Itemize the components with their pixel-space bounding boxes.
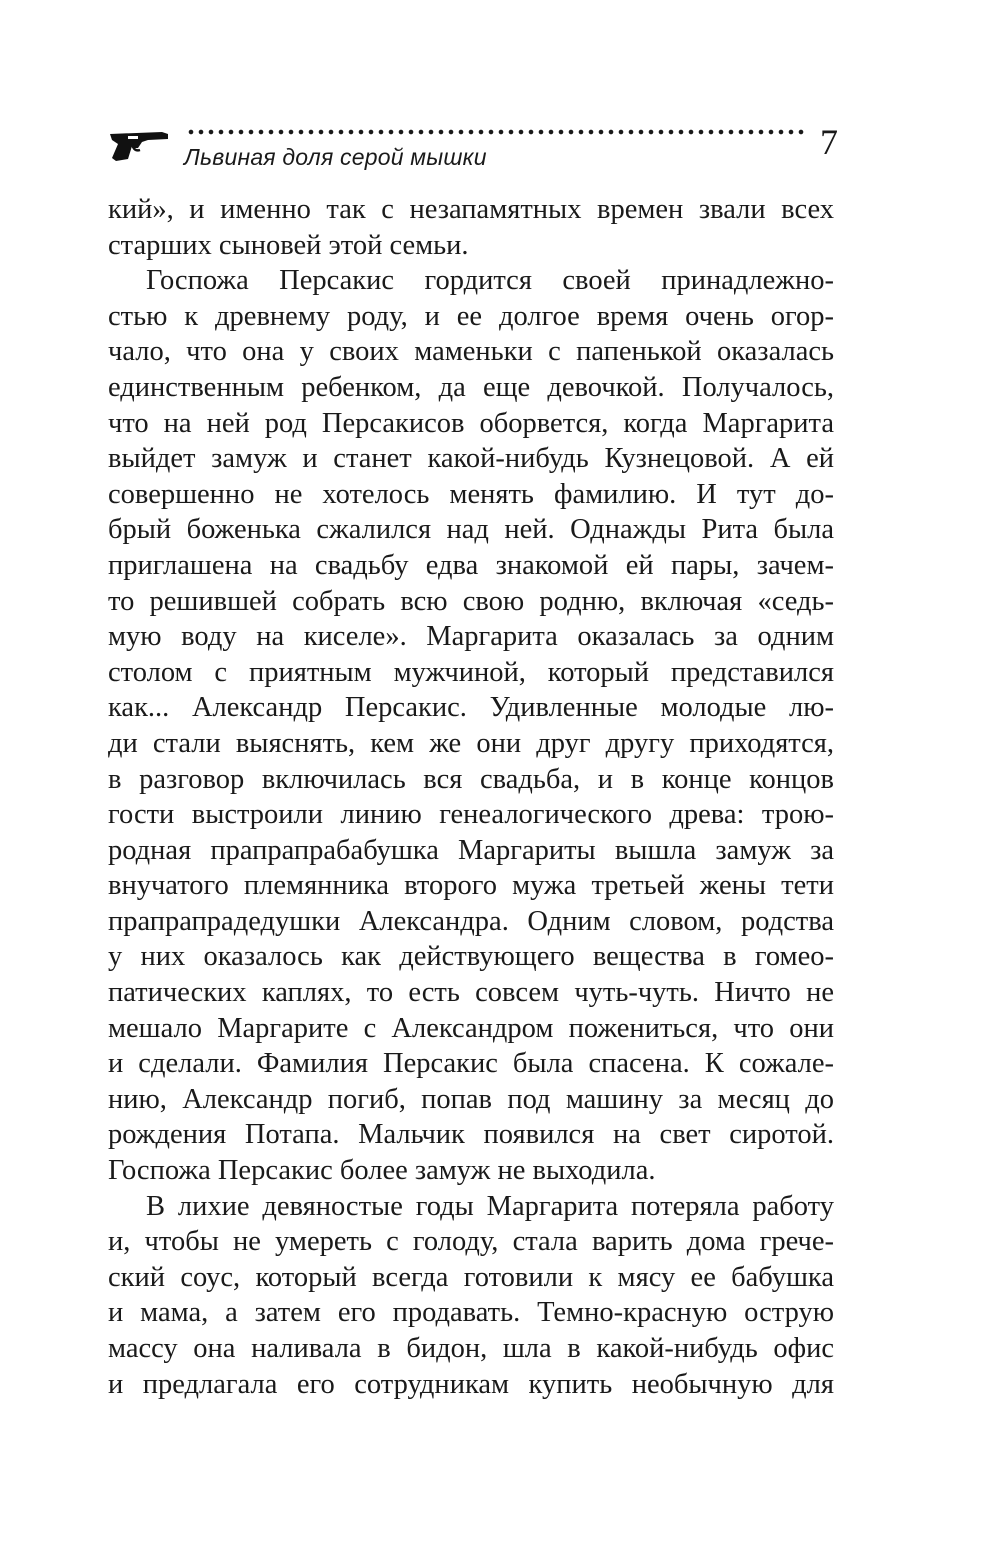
text-line: прапрапрадедушки Александра. Одним словом, родства (108, 905, 834, 937)
text-line: мешало Маргарите с Александром пожениться, что они (108, 1012, 834, 1044)
text-line: В лихие девяностые годы Маргарита потеряла работу (146, 1190, 834, 1222)
text-line: нию, Александр погиб, попав под машину за месяц до (108, 1083, 834, 1115)
text-line: старших сыновей этой семьи. (108, 229, 469, 261)
text-line: стью к древнему роду, и ее долгое время очень огор- (108, 300, 834, 332)
text-line: ди стали выяснять, кем же они друг другу приходятся, (108, 727, 834, 759)
text-line: родная прапрапрабабушка Маргариты вышла замуж за (108, 834, 834, 866)
text-line: гости выстроили линию генеалогического древа: трою- (108, 799, 834, 831)
text-line: совершенно не хотелось менять фамилию. И тут до- (108, 478, 834, 510)
body-text (108, 192, 834, 1402)
text-line: и предлагала его сотрудникам купить необычную для (108, 1368, 834, 1400)
text-line: единственным ребенком, да еще девочкой. Получалось, (108, 371, 834, 403)
text-line: как... Александр Персакис. Удивленные молодые лю- (108, 692, 834, 724)
text-line: чало, что она у своих маменьки с папенькой оказалась (108, 336, 834, 368)
text-line: столом с приятным мужчиной, который представился (108, 656, 834, 688)
running-header (108, 118, 838, 178)
text-line: и мама, а затем его продавать. Темно-красную острую (108, 1297, 834, 1329)
text-line: то решившей собрать всю свою родню, включая «седь- (108, 585, 834, 617)
text-line: патических каплях, то есть совсем чуть-чуть. Ничто не (108, 977, 834, 1009)
text-line: мую воду на киселе». Маргарита оказалась за одним (108, 621, 834, 653)
running-title: Львиная доля серой мышки (184, 144, 487, 170)
revolver-icon (108, 128, 172, 162)
text-line: ский соус, который всегда готовили к мясу ее бабушка (108, 1261, 834, 1293)
text-line: что на ней род Персакисов оборвется, когда Маргарита (108, 407, 834, 439)
text-line: Госпожа Персакис гордится своей принадлежно- (146, 265, 834, 297)
page-number: 7 (820, 122, 838, 162)
text-line: внучатого племянника второго мужа третьей жены тети (108, 870, 834, 902)
text-line: приглашена на свадьбу едва знакомой ей пары, зачем- (108, 549, 834, 581)
dotted-rule (186, 128, 804, 136)
text-line: кий», и именно так с незапамятных времен звали всех (108, 194, 834, 225)
text-line: у них оказалось как действующего вещества в гомео- (108, 941, 834, 973)
text-line: в разговор включилась вся свадьба, и в конце концов (108, 763, 834, 795)
text-line: и, чтобы не умереть с голоду, стала варить дома грече- (108, 1226, 834, 1258)
text-line: брый боженька сжалился над ней. Однажды Рита была (108, 514, 834, 546)
text-line: и сделали. Фамилия Персакис была спасена. К сожале- (108, 1048, 834, 1080)
text-line: выйдет замуж и станет какой-нибудь Кузнецовой. А ей (108, 443, 834, 475)
text-line: Госпожа Персакис более замуж не выходила. (108, 1155, 656, 1187)
text-line: рождения Потапа. Мальчик появился на свет сиротой. (108, 1119, 834, 1151)
text-line: массу она наливала в бидон, шла в какой-нибудь офис (108, 1333, 834, 1364)
